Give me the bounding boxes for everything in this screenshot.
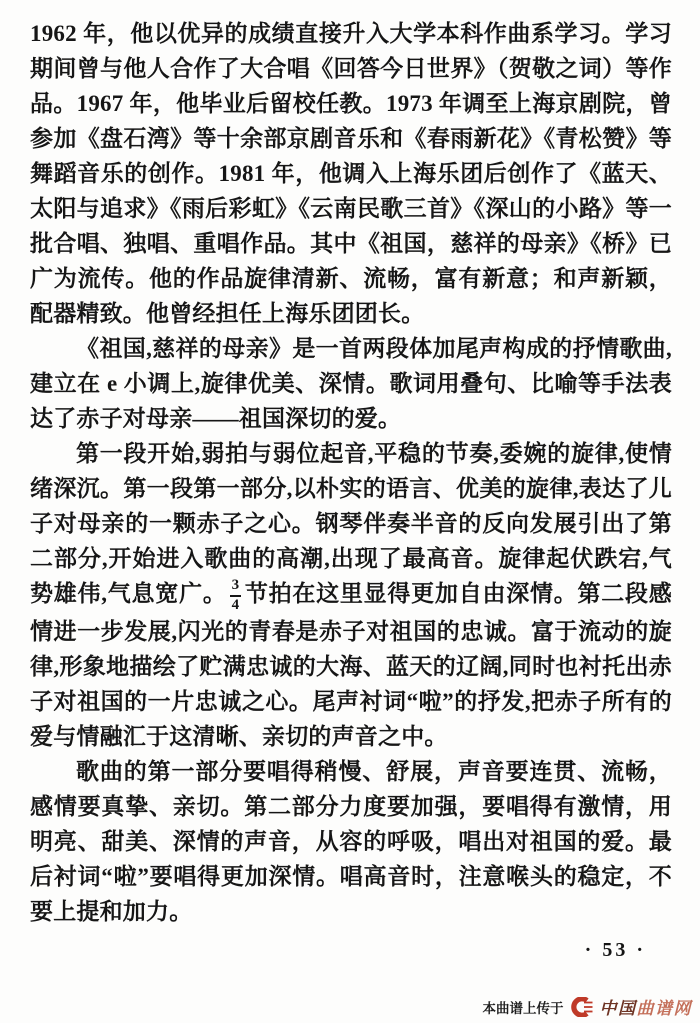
qupu-site-logo-icon — [570, 997, 594, 1017]
watermark — [483, 994, 693, 1019]
time-signature-fraction — [230, 578, 242, 614]
site-name-part2: 曲谱网 — [636, 999, 692, 1018]
watermark-upload-text: 本曲谱上传于 — [482, 1000, 564, 1016]
paragraph-musical-analysis — [30, 436, 672, 754]
analysis-text-after-fraction: 节拍在这里显得更加自由深情。第二段感情进一步发展,闪光的青春是赤子对祖国的忠诚。富于流动的旋律,形象地描绘了贮满忠诚的大海、蓝天的辽阔,同时也衬托出赤子对祖国的一片忠诚之心。尾声衬词“啦”的抒发,把赤子所有的爱与情融汇于这清晰、亲切的声音之中。 — [30, 581, 672, 749]
paragraph-composer-bio: 1962 年，他以优异的成绩直接升入大学本科作曲系学习。学习期间曾与他人合作了大合唱《回答今日世界》（贺敬之词）等作品。1967 年，他毕业后留校任教。1973 年调至上海京剧院，曾参加《盘石湾》等十余部京剧音乐和《春雨新花》《青松赞》等舞蹈音乐的创作。1981 年，他调入上海乐团后创作了《蓝天、太阳与追求》《雨后彩虹》《云南民歌三首》《深山的小路》等一批合唱、独唱、重唱作品。其中《祖国，慈祥的母亲》《桥》已广为流传。他的作品旋律清新、流畅，富有新意；和声新颖，配器精致。他曾经担任上海乐团团长。 — [30, 21, 672, 326]
paragraph-song-overview: 《祖国,慈祥的母亲》是一首两段体加尾声构成的抒情歌曲,建立在 e 小调上,旋律优美、深情。歌词用叠句、比喻等手法表达了赤子对母亲——祖国深切的爱。 — [30, 336, 672, 431]
analysis-text-before-fraction: 第一段开始,弱拍与弱位起音,平稳的节奏,委婉的旋律,使情绪深沉。第一段第一部分,以朴实的语言、优美的旋律,表达了儿子对母亲的一颗赤子之心。钢琴伴奏半音的反向发展引出了第二部分,开始进入歌曲的高潮,出现了最高音。旋律起伏跌宕,气势雄伟,气息宽广。 — [30, 441, 672, 606]
page-number: · 53 · — [584, 938, 646, 961]
fraction-numerator: 3 — [230, 578, 242, 597]
site-name-part1: 中国 — [599, 999, 637, 1018]
paragraph-singing-guidance: 歌曲的第一部分要唱得稍慢、舒展，声音要连贯、流畅，感情要真挚、亲切。第二部分力度要加强，要唱得有激情，用明亮、甜美、深情的声音，从容的呼吸，唱出对祖国的爱。最后衬词“啦”要唱得更加深情。唱高音时，注意喉头的稳定，不要上提和加力。 — [30, 758, 672, 924]
site-name — [600, 994, 693, 1019]
fraction-denominator: 4 — [231, 596, 240, 613]
